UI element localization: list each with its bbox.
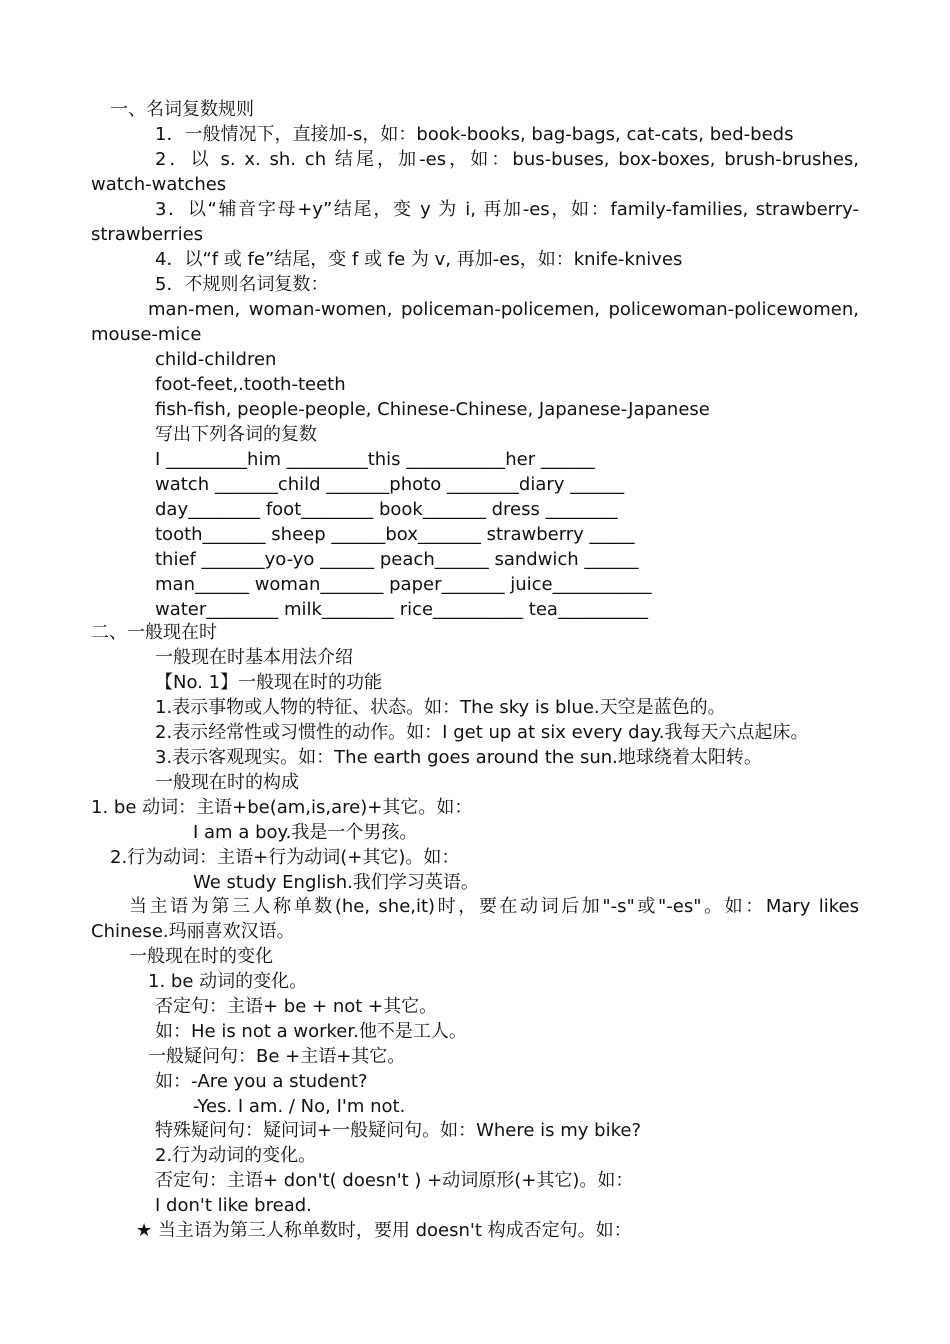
- rule-3: 3．以“辅音字母+y”结尾，变 y 为 i, 再加-es，如：family-families, strawberry-strawberries: [91, 199, 859, 245]
- intro-heading: 一般现在时基本用法介绍: [155, 647, 353, 668]
- exercise-line: water________ milk________ rice__________ tea__________: [155, 599, 648, 620]
- be-question: 一般疑问句：Be +主语+其它。: [148, 1046, 406, 1067]
- verb-change: 2.行为动词的变化。: [155, 1145, 317, 1166]
- structure-heading: 一般现在时的构成: [155, 772, 299, 793]
- exercise-line: man______ woman_______ paper_______ juice___________: [155, 574, 652, 595]
- rule-2: 2．以 s. x. sh. ch 结尾，加-es，如：bus-buses, box-boxes, brush-brushes, watch-watches: [91, 149, 859, 195]
- irregular-plurals-list: man-men, woman-women, policeman-policemen, policewoman-policewomen, mouse-mice: [91, 299, 859, 345]
- be-rule: 1. be 动词：主语+be(am,is,are)+其它。如：: [91, 797, 473, 818]
- exercise-line: day________ foot________ book_______ dress ________: [155, 499, 618, 520]
- be-negative: 否定句：主语+ be + not +其它。: [155, 996, 438, 1017]
- be-example: I am a boy.我是一个男孩。: [193, 822, 418, 843]
- verb-example: We study English.我们学习英语。: [193, 872, 479, 893]
- function-3: 3.表示客观现实。如：The earth goes around the sun.地球绕着太阳转。: [155, 747, 762, 768]
- section2-heading: 二、一般现在时: [91, 622, 217, 643]
- section1-heading: 一、名词复数规则: [110, 99, 254, 120]
- rule-1: 1．一般情况下，直接加-s，如：book-books, bag-bags, cat-cats, bed-beds: [155, 124, 794, 145]
- be-change: 1. be 动词的变化。: [148, 971, 308, 992]
- verb-negative: 否定句：主语+ don't( doesn't ) +动词原形(+其它)。如：: [155, 1170, 634, 1191]
- exercise-line: tooth_______ sheep ______box_______ strawberry _____: [155, 524, 635, 545]
- star-note: ★ 当主语为第三人称单数时，要用 doesn't 构成否定句。如：: [136, 1220, 632, 1241]
- exercise-title: 写出下列各词的复数: [155, 424, 317, 445]
- rule-4: 4．以“f 或 fe”结尾，变 f 或 fe 为 v, 再加-es，如：knife-knives: [155, 249, 683, 270]
- function-heading: 【No. 1】一般现在时的功能: [155, 672, 383, 693]
- verb-negative-example: I don't like bread.: [155, 1195, 312, 1216]
- exercise-line: watch _______child _______photo ________diary ______: [155, 474, 625, 495]
- irregular-foot-tooth: foot-feet,.tooth-teeth: [155, 374, 346, 395]
- be-question-example: 如：-Are you a student?: [155, 1071, 368, 1092]
- third-person-note: 当主语为第三人称单数(he, she,it)时，要在动词后加"-s"或"-es"。如：Mary likes Chinese.玛丽喜欢汉语。: [91, 896, 859, 942]
- exercise-line: thief _______yo-yo ______ peach______ sandwich ______: [155, 549, 639, 570]
- special-question: 特殊疑问句：疑问词+一般疑问句。如：Where is my bike?: [155, 1120, 642, 1141]
- irregular-child: child-children: [155, 349, 277, 370]
- function-1: 1.表示事物或人物的特征、状态。如：The sky is blue.天空是蓝色的。: [155, 697, 726, 718]
- irregular-unchanged: fish-fish, people-people, Chinese-Chinese, Japanese-Japanese: [155, 399, 710, 420]
- exercise-line: I _________him _________this ___________her ______: [155, 449, 595, 470]
- changes-heading: 一般现在时的变化: [129, 946, 273, 967]
- rule-5: 5．不规则名词复数：: [155, 274, 329, 295]
- be-question-answer: -Yes. I am. / No, I'm not.: [193, 1096, 406, 1117]
- verb-rule: 2.行为动词：主语+行为动词(+其它)。如：: [110, 847, 460, 868]
- be-negative-example: 如：He is not a worker.他不是工人。: [155, 1021, 467, 1042]
- function-2: 2.表示经常性或习惯性的动作。如：I get up at six every day.我每天六点起床。: [155, 722, 809, 743]
